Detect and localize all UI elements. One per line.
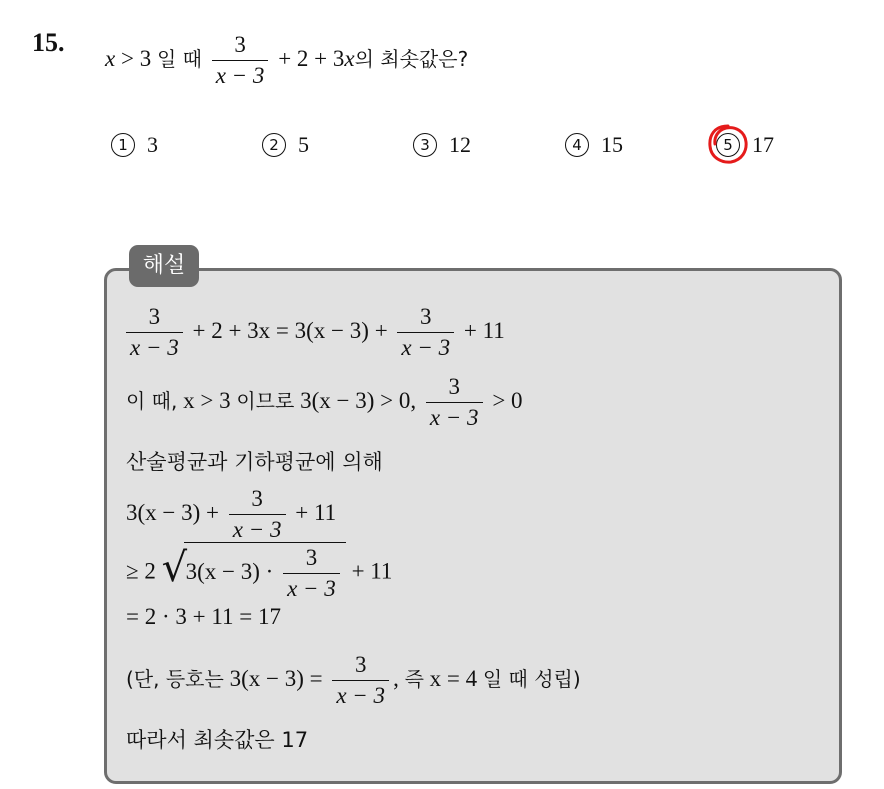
- choice-3[interactable]: [413, 132, 471, 158]
- fraction-numerator: 3: [148, 304, 161, 329]
- choice-number-icon: 3: [413, 133, 437, 157]
- solution-line-8: 따라서 최솟값은 17: [126, 728, 309, 752]
- line4-head: 3(x − 3) +: [126, 499, 225, 525]
- solution-line-1: [126, 302, 505, 363]
- fraction-denominator: x − 3: [212, 60, 269, 91]
- expr-var: x: [344, 45, 355, 71]
- selected-answer-circle-icon: [706, 122, 750, 166]
- choice-number-icon: 2: [262, 133, 286, 157]
- fraction-numerator: 3: [448, 374, 460, 399]
- line2-text: 이 때,: [126, 388, 178, 413]
- choice-value: 3: [147, 132, 158, 157]
- solution-line-2: [126, 372, 523, 433]
- solution-line-5: [126, 542, 392, 604]
- question-text: [105, 30, 468, 91]
- expr-tail: + 2 + 3: [272, 45, 345, 71]
- line2-math-2: 3(x − 3) > 0,: [294, 387, 422, 413]
- radicand: [184, 542, 346, 604]
- line7-math-2: ,: [393, 665, 405, 691]
- solution-line-3: 산술평균과 기하평균에 의해: [126, 450, 383, 474]
- fraction-numerator: 3: [305, 545, 318, 570]
- line7-text-2: 즉: [404, 666, 424, 691]
- line7-math-1: 3(x − 3) =: [223, 665, 329, 691]
- line4-fraction: [229, 484, 286, 545]
- fraction-numerator: 3: [251, 486, 263, 511]
- choice-2[interactable]: [262, 132, 309, 158]
- line4-tail: + 11: [289, 499, 337, 525]
- choice-number-icon: 5: [716, 133, 740, 157]
- choice-number-icon: 4: [565, 133, 589, 157]
- fraction-numerator: 3: [234, 32, 246, 57]
- choice-4[interactable]: [565, 132, 623, 158]
- radicand-text: 3(x − 3) ·: [185, 558, 280, 584]
- fraction-numerator: 3: [420, 304, 432, 329]
- choice-value: 15: [601, 132, 623, 157]
- line2-text-2: 이므로: [236, 388, 295, 413]
- solution-line-6: = 2 · 3 + 11 = 17: [126, 604, 281, 629]
- line1-tail: + 11: [458, 317, 505, 343]
- fraction-denominator: x − 3: [332, 680, 389, 711]
- line2-tail: > 0: [486, 387, 523, 413]
- fraction-denominator: x − 3: [426, 402, 483, 433]
- line5-fraction: [283, 543, 340, 604]
- fraction-numerator: 3: [354, 652, 367, 677]
- question-fraction: [212, 30, 269, 91]
- choice-value: 5: [298, 132, 309, 157]
- question-text-1: 일 때: [156, 46, 202, 71]
- choice-value: 12: [449, 132, 471, 157]
- radical-icon: √: [161, 545, 188, 591]
- line5-tail: + 11: [345, 558, 393, 584]
- line7-text-3: 일 때 성립): [482, 666, 581, 691]
- choice-value: 17: [752, 132, 774, 157]
- fraction-denominator: x − 3: [229, 514, 286, 545]
- solution-line-7: [126, 650, 581, 711]
- square-root: [162, 542, 346, 604]
- line7-fraction: [332, 650, 389, 711]
- line1-middle: + 2 + 3x = 3(x − 3) +: [186, 317, 394, 343]
- choice-1[interactable]: [111, 132, 158, 158]
- line1-fraction: [126, 302, 183, 363]
- cond-var: x: [105, 45, 116, 71]
- line2-fraction: [426, 372, 483, 433]
- line5-head: ≥ 2: [126, 558, 156, 584]
- solution-line-4: [126, 484, 336, 545]
- line7-math-3: x = 4: [423, 665, 483, 691]
- line1-fraction-2: [397, 302, 454, 363]
- question-text-2: 의 최솟값은?: [354, 46, 469, 71]
- fraction-denominator: x − 3: [126, 332, 183, 363]
- cond-rest: > 3: [115, 45, 157, 71]
- question-number: 15.: [32, 28, 65, 57]
- answer-choices: [0, 132, 884, 164]
- fraction-denominator: x − 3: [397, 332, 454, 363]
- solution-tag: 해설: [129, 245, 199, 287]
- fraction-denominator: x − 3: [283, 573, 340, 604]
- choice-number-icon: 1: [111, 133, 135, 157]
- line2-math-1: x > 3: [177, 387, 237, 413]
- line7-text: (단, 등호는: [126, 666, 224, 691]
